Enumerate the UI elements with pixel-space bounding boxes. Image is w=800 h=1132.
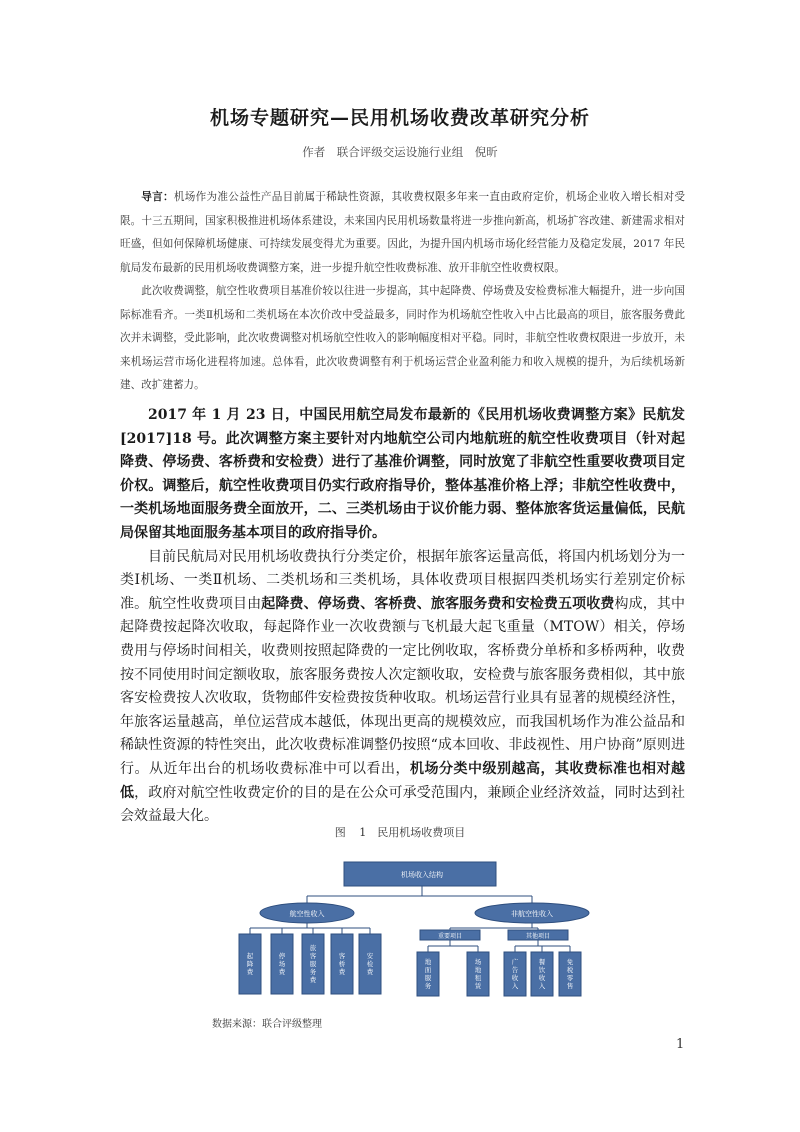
important-group-label: 重要项目 [437,933,463,940]
body-paragraph-2: 目前民航局对民用机场收费执行分类定价，根据年旅客运量高低，将国内机场划分为一类Ⅰ机场、一类Ⅱ机场、二类机场和三类机场，具体收费项目根据四类机场实行差别定价标准。航空性收费项目由起降费、停场费、客桥费、旅客服务费和安检费五项收费构成，其中起降费按起降次收取，每起降作业一次收费额与飞机最大起飞重量（MTOW）相关，停场费用与停场时间相关，收费则按照起降费的一定比例收取，客桥费分单桥和多桥两种，收费按不同使用时间定额收取，旅客服务费按人次定额收取，安检费与旅客服务费相似，其中旅客安检费按人次收取，货物邮件安检费按货种收取。机场运营行业具有显著的规模经济性，年旅客运量越高，单位运营成本越低，体现出更高的规模效应，而我国机场作为准公益品和稀缺性资源的特性突出，此次收费标准调整仍按照“成本回收、非歧视性、用户协商”原则进行。从近年出台的机场收费标准中可以看出，机场分类中级别越高，其收费标准也相对越低，政府对航空性收费定价的目的是在公众可承受范围内，兼顾企业经济效益，同时达到社会效益最大化。 [120,548,686,825]
data-source: 数据来源：联合评级整理 [212,1019,322,1030]
page-number: 1 [676,1037,685,1052]
body-paragraph-1: 2017 年 1 月 23 日，中国民用航空局发布最新的《民用机场收费调整方案》民航发[2017]18 号。此次调整方案主要针对内地航空公司内地航班的航空性收费项目（针对起降费、停场费、客桥费和安检费）进行了基准价调整，同时放宽了非航空性重要收费项目定价权。调整后，航空性收费项目仍实行政府指导价，整体基准价格上浮；非航空性收费中，一类机场地面服务费全面放开，二、三类机场由于议价能力弱、整体旅客货运量偏低，民航局保留其地面服务基本项目的政府指导价。 [120,407,685,541]
figure-caption: 图 1 民用机场收费项目 [334,826,466,839]
important-item: 地面服务 [424,958,432,990]
other-item: 餐饮收入 [538,958,546,990]
other-item: 广告收入 [511,958,519,990]
abstract-lead: 导言： [141,191,174,203]
page-title: 机场专题研究—民用机场收费改革研究分析 [209,107,590,129]
author-byline: 作者 联合评级交运设施行业组 倪昕 [302,145,498,159]
root-node: 机场收入结构 [401,871,443,879]
abstract [120,186,685,398]
important-item: 场地租赁 [474,958,482,990]
aero-fee-item: 起降费 [246,952,254,976]
aero-fee-item: 客桥费 [338,952,346,976]
highlight-five-fees: 起降费、停场费、客桥费、旅客服务费和安检费五项收费 [261,595,615,612]
abstract-paragraph-2: 此次收费调整，航空性收费项目基准价较以往进一步提高，其中起降费、停场费及安检费标准大幅提升，进一步向国际标准看齐。一类Ⅱ机场和二类机场在本次价改中受益最多，同时作为机场航空性收入中占比最高的项目，旅客服务费此次并未调整，受此影响，此次收费调整对机场航空性收入的影响幅度相对平稳。同时，非航空性收费权限进一步放开，未来机场运营市场化进程将加速。总体看，此次收费调整有利于机场运营企业盈利能力和收入规模的提升，为后续机场新建、改扩建蓄力。 [120,285,685,391]
aero-fee-item: 安检费 [366,952,374,976]
abstract-paragraph-1: 导言：机场作为准公益性产品目前属于稀缺性资源，其收费权限多年来一直由政府定价，机场企业收入增长相对受限。十三五期间，国家积极推进机场体系建设，未来国内民用机场数量将进一步推向新高，机场扩容改建、新建需求相对旺盛，但如何保障机场健康、可持续发展变得尤为重要。因此，为提升国内机场市场化经营能力及稳定发展，2017 年民航局发布最新的民用机场收费调整方案，进一步提升航空性收费标准、放开非航空性收费权限。 [120,191,686,274]
highlight-class-level: 机场分类中级别越高，其收费标准也相对越低 [120,760,685,801]
revenue-structure-diagram [232,858,612,1010]
aero-fee-item: 旅客服务费 [309,944,317,984]
other-group-label: 其他项目 [525,933,551,940]
nonaero-node: 非航空性收入 [511,910,553,918]
main-body [120,404,685,829]
other-item: 免税零售 [566,958,574,990]
aero-node: 航空性收入 [289,910,325,918]
aero-fee-item: 停场费 [278,952,286,976]
